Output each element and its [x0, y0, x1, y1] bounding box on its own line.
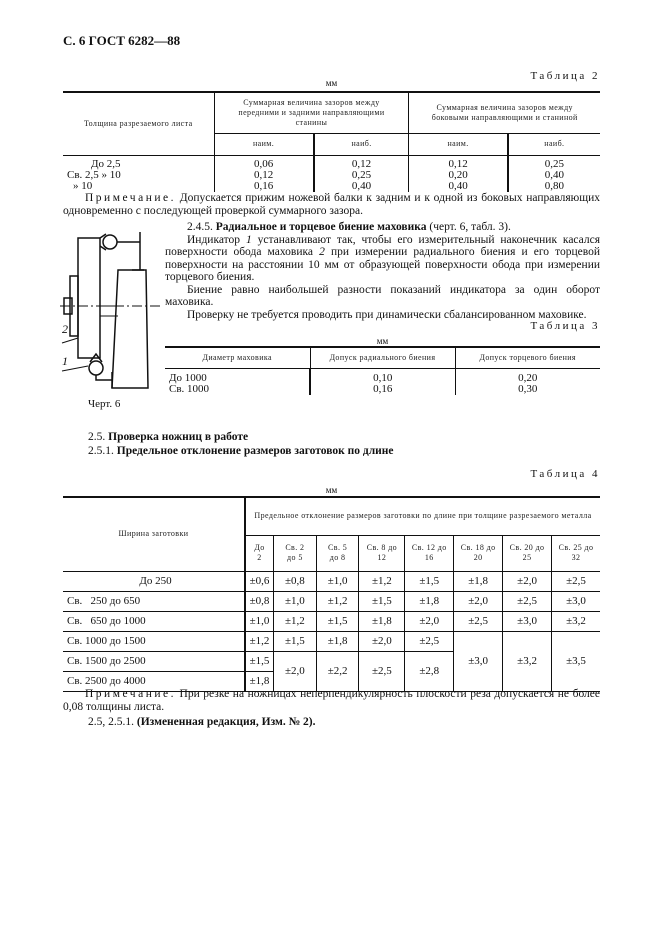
- table3-header: Допуск торцевого биения: [455, 347, 600, 368]
- table4-cell: ±1,5: [245, 651, 274, 671]
- text: при измерении радиального биения и его торцевой поверхности на расстоянии 10 мм от образующей поверхности обода при измерении торцевого биения.: [165, 246, 600, 283]
- table-row: [63, 631, 600, 651]
- table4-cell: ±0,8: [245, 591, 274, 611]
- table4-unit: мм: [325, 485, 338, 495]
- table3-cell: До 1000: [165, 368, 310, 384]
- table4-row-label: Св. 1000 до 1500: [63, 631, 245, 651]
- section-title: Радиальное и торцевое биение маховика: [215, 221, 427, 233]
- table4-group: Предельное отклонение размеров заготовки по длине при толщине разрезаемого металла: [245, 497, 600, 535]
- table2-note: [63, 192, 600, 217]
- table4-cell: ±1,2: [316, 591, 359, 611]
- table-row: [63, 571, 600, 591]
- table2-cell: 0,12: [214, 170, 314, 181]
- table2-unit: мм: [325, 78, 338, 88]
- table4-cell: ±1,8: [405, 591, 454, 611]
- table4-row-label: Св. 250 до 650: [63, 591, 245, 611]
- table2-cell: 0,40: [314, 181, 409, 192]
- table4-cell: ±1,5: [316, 611, 359, 631]
- table4-cell: ±2,2: [316, 651, 359, 691]
- table3-cell: 0,30: [518, 382, 538, 395]
- section-number: 2.5, 2.5.1.: [88, 716, 137, 728]
- table2-cell: 0,40: [409, 181, 508, 192]
- table3-cell: 0,10: [310, 368, 455, 384]
- table4-row-label: Св. 650 до 1000: [63, 611, 245, 631]
- table-row: [63, 611, 600, 631]
- section-2-5-1: [88, 445, 394, 458]
- table4-cell: ±1,8: [454, 571, 503, 591]
- table4-col-header: Св. 12 до 16: [405, 535, 454, 571]
- table4-col-width: Ширина заготовки: [63, 497, 245, 571]
- table4-cell: ±1,0: [274, 591, 317, 611]
- table4-cell: ±1,5: [359, 591, 405, 611]
- table3-cell: 0,20: [518, 371, 538, 384]
- section-2-4-5: [165, 221, 600, 321]
- table2: [63, 91, 600, 192]
- text: устанавливают так, чтобы его измерительный наконечник касался поверхности обода маховика: [165, 233, 601, 258]
- table2-row-label: До 2,5: [63, 155, 214, 170]
- section-2-5: [88, 431, 248, 444]
- table4-cell: ±1,5: [405, 571, 454, 591]
- note-title: Примечание.: [85, 192, 176, 204]
- section-ref: (черт. 6, табл. 3).: [426, 221, 511, 233]
- table4-cell: ±3,0: [503, 611, 552, 631]
- figure-label-1: 1: [62, 354, 68, 368]
- table4-cell: ±2,0: [405, 611, 454, 631]
- table2-row-label: Св. 2,5 » 10: [63, 170, 214, 181]
- note-text: При резке на ножницах неперпендикулярность плоскости реза допускается не более 0,08 толщины листа.: [63, 688, 600, 713]
- table4-col-header: Св. 18 до 20: [454, 535, 503, 571]
- table4-col-header: Св. 20 до 25: [503, 535, 552, 571]
- table2-cell: 0,12: [314, 155, 409, 170]
- table4-cell: ±3,2: [503, 631, 552, 691]
- table4-cell: ±2,5: [552, 571, 600, 591]
- table2-cell: 0,06: [214, 155, 314, 170]
- table4-cell: ±3,2: [552, 611, 600, 631]
- table4-cell: ±1,0: [316, 571, 359, 591]
- table4-cell: ±2,5: [359, 651, 405, 691]
- note-text: Допускается прижим ножевой балки к задним и к одной из боковых направляющих одновременно с последующей проверкой суммарного зазора.: [63, 192, 600, 217]
- amendment-note: [88, 716, 316, 729]
- table2-cell: 0,40: [544, 168, 564, 181]
- table4-cell: ±2,5: [503, 591, 552, 611]
- table4-col-header: До 2: [245, 535, 274, 571]
- table3-header: Допуск радиального биения: [310, 347, 455, 368]
- table2-cell: 0,16: [214, 181, 314, 192]
- table4-cell: ±2,8: [405, 651, 454, 691]
- table2-label: Таблица 2: [530, 70, 600, 82]
- text: 2: [319, 246, 325, 258]
- table4-note: [63, 688, 600, 713]
- table4-row-label: До 250: [63, 571, 245, 591]
- table2-min: наим.: [214, 133, 314, 155]
- table4-col-header: Св. 25 до 32: [552, 535, 600, 571]
- figure-label-2: 2: [62, 322, 68, 336]
- table2-cell: 0,80: [544, 179, 564, 192]
- table2-min: наим.: [409, 133, 508, 155]
- table2-max: наиб.: [314, 133, 409, 155]
- section-number: 2.4.5.: [187, 221, 216, 233]
- page-header: С. 6 ГОСТ 6282—88: [63, 33, 181, 48]
- text: Индикатор: [187, 233, 246, 246]
- table4-row-label: Св. 1500 до 2500: [63, 651, 245, 671]
- table4-col-header: Св. 8 до 12: [359, 535, 405, 571]
- section-title: Предельное отклонение размеров заготовок по длине: [116, 445, 394, 457]
- table4-cell: ±3,5: [552, 631, 600, 691]
- table4-cell: ±0,8: [274, 571, 317, 591]
- table3-unit: мм: [376, 336, 389, 346]
- paragraph: Биение равно наибольшей разности показаний индикатора за один оборот маховика.: [165, 283, 600, 308]
- table4-cell: ±2,0: [359, 631, 405, 651]
- table4-cell: ±1,8: [316, 631, 359, 651]
- table4-row-label: Св. 2500 до 4000: [63, 671, 245, 691]
- table3-header: Диаметр маховика: [165, 347, 310, 368]
- table4-cell: ±1,8: [245, 671, 274, 691]
- section-title: Проверка ножниц в работе: [108, 431, 249, 443]
- table4-cell: ±1,2: [245, 631, 274, 651]
- section-number: 2.5.: [88, 431, 109, 443]
- table4-cell: ±2,0: [454, 591, 503, 611]
- table4-cell: ±1,0: [245, 611, 274, 631]
- section-number: 2.5.1.: [88, 445, 117, 457]
- amendment-text: (Измененная редакция, Изм. № 2).: [136, 716, 316, 728]
- table4-cell: ±1,2: [359, 571, 405, 591]
- table3-label: Таблица 3: [530, 320, 600, 332]
- table4-cell: ±1,2: [274, 611, 317, 631]
- table2-col-thickness: Толщина разрезаемого листа: [63, 92, 214, 155]
- table4-cell: ±3,0: [552, 591, 600, 611]
- table3-cell: 0,16: [310, 384, 455, 395]
- table2-max: наиб.: [508, 133, 600, 155]
- table4-cell: ±2,5: [454, 611, 503, 631]
- table3: [165, 346, 600, 395]
- table4-cell: ±1,5: [274, 631, 317, 651]
- table2-cell: 0,25: [314, 170, 409, 181]
- table4-cell: ±1,8: [359, 611, 405, 631]
- table2-cell: 0,20: [409, 170, 508, 181]
- note-title: Примечание.: [85, 688, 176, 700]
- table2-group-side: Суммарная величина зазоров между боковыми направляющими и станиной: [409, 92, 600, 133]
- table4: [63, 496, 600, 692]
- table4-cell: ±0,6: [245, 571, 274, 591]
- paragraph: Проверку не требуется проводить при динамически сбалансированном маховике.: [187, 308, 587, 321]
- figure-caption: Черт. 6: [88, 398, 121, 410]
- table3-cell: Св. 1000: [165, 384, 310, 395]
- table2-row-label: » 10: [63, 181, 214, 192]
- table2-cell: 0,12: [409, 155, 508, 170]
- table4-label: Таблица 4: [530, 468, 600, 480]
- table-row: [63, 591, 600, 611]
- text: 1: [245, 233, 252, 246]
- table2-group-front-rear: Суммарная величина зазоров между передними и задними направляющими станины: [214, 92, 409, 133]
- table4-col-header: Св. 2 до 5: [274, 535, 317, 571]
- table4-col-header: Св. 5 до 8: [316, 535, 359, 571]
- table4-cell: ±2,5: [405, 631, 454, 651]
- flywheel-drawing: [60, 228, 165, 393]
- table4-cell: ±3,0: [454, 631, 503, 691]
- table4-cell: ±2,0: [274, 651, 317, 691]
- table4-cell: ±2,0: [503, 571, 552, 591]
- table2-cell: 0,25: [544, 157, 564, 170]
